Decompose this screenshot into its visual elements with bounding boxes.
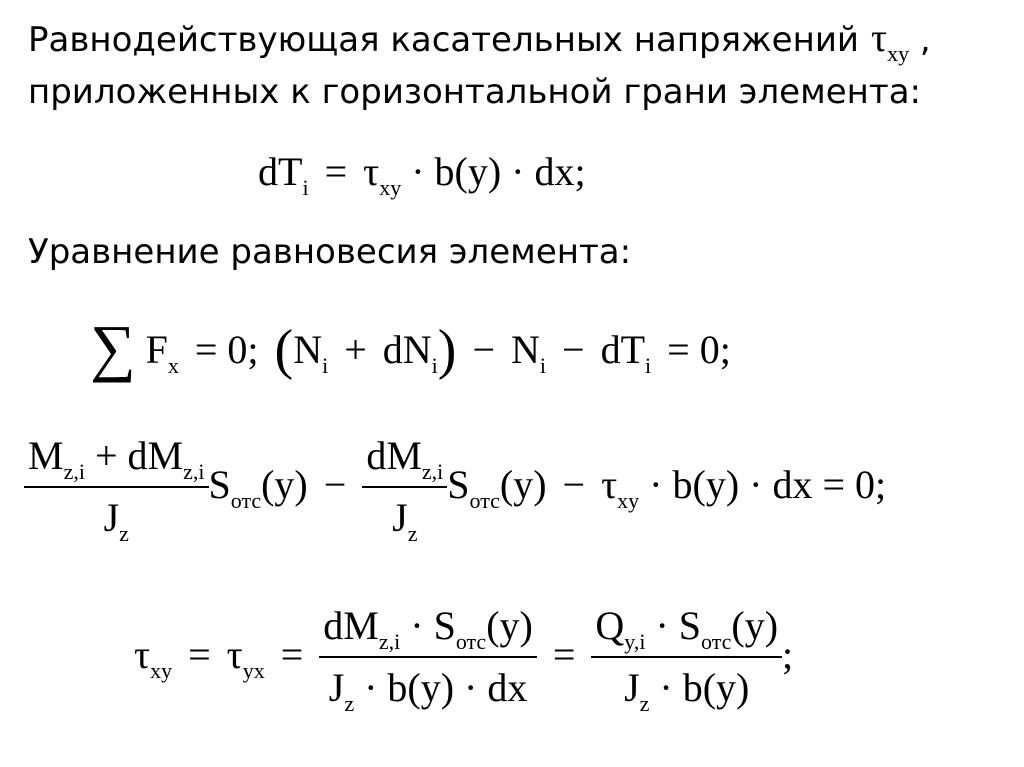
equation-moment-balance: $\frac{M_{z,i} + dM_{z,i}}{J_z}$ $S_{отс}(y)$ − $\frac{dM_{z,i}}{J_z}$ $S_{отс}(y) - \tau_{xy} \cdot b(y)$ · dx = 0; [24,438,886,540]
fraction-4: $\frac{Q_{y,i} \cdot S_{отс}(y)}{J_z \cdot b(y)}$ [591,606,782,708]
tau-xy-symbol: $\tau_{xy}$ [871,15,910,66]
equation-dT: $dT_i = \tau_{xy} \cdot b(y)$ · dx; [258,149,586,200]
intro-line-1-text: Равнодействующая касательных напряжений [28,20,860,60]
fraction-2: $\frac{dM_{z,i}}{J_z}$ [362,436,447,538]
intro-line-2: приложенных к горизонтальной грани элемента: [28,72,921,112]
balance-label: Уравнение равновесия элемента: [28,232,632,272]
equation-zhuravsky: $\tau_{xy} = \tau_{yx}$ = $\frac{dM_{z,i} \cdot S_{отс}(y)}{J_z \cdot b(y) \cdot dx}$ = $\frac{Q_{y,i} \cdot S_{отс}(y)}{J_z \cdot b(y)}$ ; [134,603,794,716]
intro-line-1: Равнодействующая касательных напряжений $\tau_{xy}$ , [28,15,931,66]
fraction-3: $\frac{dM_{z,i} \cdot S_{отс}(y)}{J_z \cdot b(y) \cdot dx}$ [319,606,537,708]
equation-sum-fx: ∑ $F_x = 0$; $(N_i + dN_i) - N_i - dT_i = 0$; [90,312,731,383]
fraction-1: $\frac{M_{z,i} + dM_{z,i}}{J_z}$ [24,436,209,538]
sum-symbol: ∑ [90,312,136,383]
